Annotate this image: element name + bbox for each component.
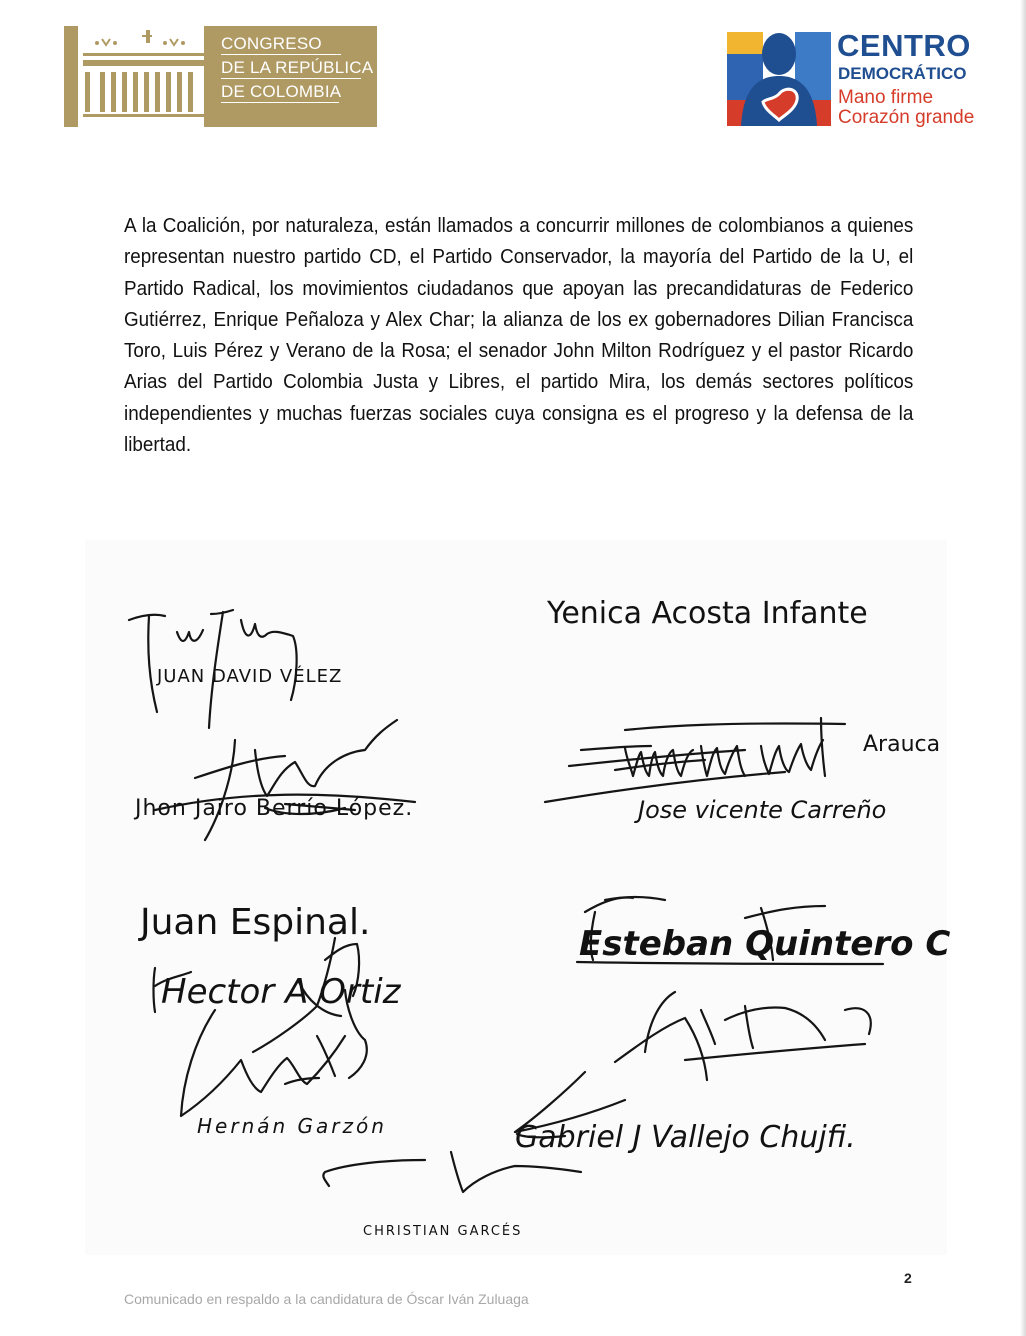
divider	[221, 54, 341, 55]
party-slogan-line-2: Corazón grande	[838, 107, 975, 128]
signature-name-juan-david-velez: JUAN DAVID VÉLEZ	[157, 666, 343, 687]
party-slogan-line-1: Mano firme	[838, 87, 934, 108]
party-name-line-2: DEMOCRÁTICO	[838, 64, 967, 83]
signature-name-yenica-acosta: Yenica Acosta Infante	[547, 596, 868, 631]
centro-democratico-logo	[727, 28, 992, 128]
divider	[221, 78, 361, 79]
congreso-name-block	[204, 26, 377, 127]
signature-name-arauca: Arauca	[863, 732, 941, 757]
signature-name-hector-ortiz: Hector A Ortiz	[161, 972, 401, 1012]
signatures-block	[85, 540, 951, 1255]
congreso-logo	[64, 26, 377, 127]
congreso-line-2: DE LA REPÚBLICA	[221, 58, 374, 77]
capitol-building-icon	[64, 26, 204, 127]
signature-name-gabriel-vallejo: Gabriel J Vallejo Chujfi.	[515, 1120, 856, 1155]
party-name-line-1: CENTRO	[837, 28, 971, 63]
divider	[221, 102, 339, 103]
signature-name-hernan-garzon: Hernán Garzón	[197, 1114, 387, 1138]
signature-name-christian-garces: CHRISTIAN GARCÉS	[363, 1224, 523, 1239]
congreso-line-3: DE COLOMBIA	[221, 82, 342, 101]
signature-name-jose-vicente-carreno: Jose vicente Carreño	[638, 796, 887, 824]
congreso-line-1: CONGRESO	[221, 34, 322, 53]
page-edge-shadow	[1020, 0, 1026, 1336]
page-number: 2	[904, 1270, 912, 1286]
signature-name-esteban-quintero: Esteban Quintero C	[579, 924, 951, 964]
centro-democratico-emblem-icon	[727, 28, 831, 126]
body-paragraph: A la Coalición, por naturaleza, están llamados a concurrir millones de colombianos a quienes representan nuestro partido CD, el Partido Conservador, la mayoría del Partido de la U, el Partido Radical, los movimientos ciudadanos que apoyan las precandidaturas de Federico Gutiérrez, Enrique Peñaloza y Alex Char; la alianza de los ex gobernadores Dilian Francisca Toro, Luis Pérez y Verano de la Rosa; el senador John Milton Rodríguez y el pastor Ricardo Arias del Partido Colombia Justa y Libres, el partido Mira, los demás sectores políticos independientes y muchas fuerzas sociales cuya consigna es el progreso y la defensa de la libertad.	[124, 214, 914, 457]
footer-caption: Comunicado en respaldo a la candidatura de Óscar Iván Zuluaga	[124, 1291, 529, 1307]
signature-name-juan-espinal: Juan Espinal.	[140, 902, 371, 943]
signature-name-jhon-jairo-berrio: Jhon Jairo Berrío López.	[135, 796, 414, 821]
